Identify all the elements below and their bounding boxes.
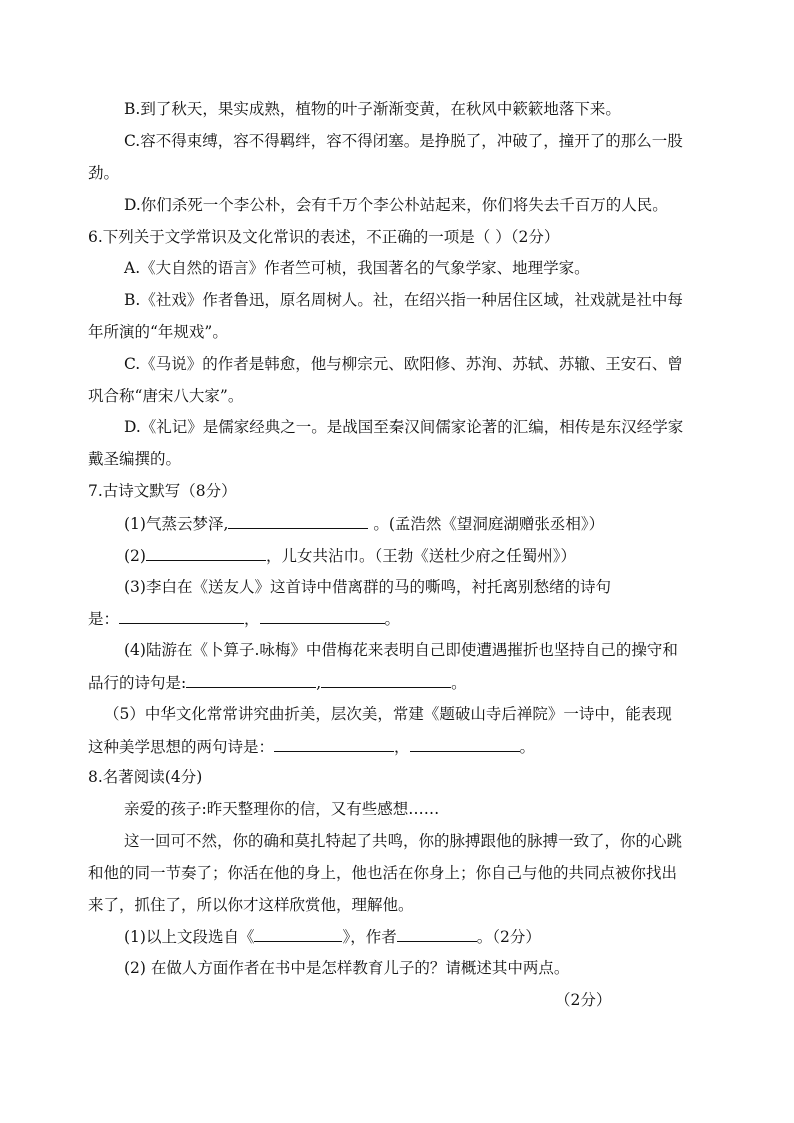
q7-sub2-blank[interactable] (146, 545, 266, 561)
q7-sub4-blank1[interactable] (186, 672, 316, 688)
q5-option-c-line1: C.容不得束缚，容不得羁绊，容不得闭塞。是挣脱了，冲破了，撞开了的那么一股 (124, 132, 683, 150)
q7-sub3-prefix: 是： (88, 610, 120, 628)
q7-sub3-line1: (3)李白在《送友人》这首诗中借离群的马的嘶鸣，衬托离别愁绪的诗句 (124, 578, 611, 596)
q7-sub2-source: ，儿女共沾巾。（王勃《送杜少府之任蜀州》） (265, 547, 576, 565)
q6-stem: 6.下列关于文学常识及文化常识的表述，不正确的一项是（ ）（2分） (88, 228, 560, 246)
q6-option-b-line1: B.《社戏》作者鲁迅，原名周树人。社，在绍兴指一种居住区域，社戏就是社中每 (124, 291, 683, 309)
q6-option-c-line2: 巩合称“唐宋八大家”。 (88, 387, 244, 405)
q8-passage-line3: 来了，抓住了，所以你才这样欣赏他，理解他。 (88, 896, 414, 914)
q7-sub5-end: 。 (519, 738, 536, 756)
q7-sub1-prompt: (1)气蒸云梦泽, (124, 515, 229, 533)
q7-sub3-end: 。 (384, 610, 401, 628)
q6-option-a: A.《大自然的语言》作者竺可桢，我国著名的气象学家、地理学家。 (124, 259, 590, 277)
q7-sub4-end: 。 (451, 674, 467, 692)
q8-sub1-author-label: 》，作者 (342, 928, 397, 946)
q8-sub2-score: （2分） (555, 991, 612, 1009)
q7-sub4-prefix: 品行的诗句是: (88, 674, 187, 692)
q7-sub4-line2 (88, 672, 467, 693)
q8-stem: 8.名著阅读(4分) (88, 768, 203, 786)
q7-sub3-blank2[interactable] (260, 608, 385, 624)
q8-sub2: (2) 在做人方面作者在书中是怎样教育儿子的？请概述其中两点。 (124, 959, 570, 977)
q7-sub3-line2 (88, 608, 400, 629)
q7-sub5-blank1[interactable] (274, 736, 394, 752)
q6-option-d-line1: D.《礼记》是儒家经典之一。是战国至秦汉间儒家论著的汇编，相传是东汉经学家 (124, 418, 684, 436)
q8-book-blank[interactable] (254, 926, 342, 942)
q8-passage-line2: 和他的同一节奏了；你活在他的身上，他也活在你身上；你自己与他的共同点被你找出 (88, 864, 678, 882)
q7-stem: 7.古诗文默写（8分） (88, 482, 237, 500)
q7-sub4-line1: (4)陆游在《卜算子.咏梅》中借梅花来表明自己即使遭遇摧折也坚持自己的操守和 (124, 641, 678, 659)
q7-sub4-blank2[interactable] (321, 672, 451, 688)
q7-sub2-prompt: (2) (124, 547, 146, 565)
q6-option-c-line1: C.《马说》的作者是韩愈，他与柳宗元、欧阳修、苏洵、苏轼、苏辙、王安石、曾 (124, 355, 683, 373)
q5-option-b: B.到了秋天，果实成熟，植物的叶子渐渐变黄，在秋风中簌簌地落下来。 (124, 100, 621, 118)
q8-sub1 (124, 926, 541, 947)
q7-sub5-line1: （5）中华文化常常讲究曲折美，层次美，常建《题破山寺后禅院》一诗中，能表现 (104, 705, 672, 723)
q8-author-blank[interactable] (397, 926, 477, 942)
q5-option-c-line2: 劲。 (88, 164, 120, 182)
q7-sub1 (124, 513, 604, 534)
q7-sub3-comma: ， (244, 610, 260, 628)
q7-sub5-comma: ， (394, 738, 410, 756)
q7-sub2 (124, 545, 576, 566)
q8-sub1-score: 。（2分） (476, 928, 541, 946)
q6-option-b-line2: 年所演的“年规戏”。 (88, 323, 228, 341)
q8-sub1-prompt: (1)以上文段选自《 (124, 928, 255, 946)
q7-sub5-prefix: 这种美学思想的两句诗是： (88, 738, 275, 756)
q8-passage-greeting: 亲爱的孩子:昨天整理你的信，又有些感想…… (124, 800, 440, 818)
q8-passage-line1: 这一回可不然，你的确和莫扎特起了共鸣，你的脉搏跟他的脉搏一致了，你的心跳 (124, 832, 683, 850)
q7-sub4-comma: , (316, 674, 322, 692)
q7-sub3-blank1[interactable] (119, 608, 244, 624)
q7-sub5-line2 (88, 736, 535, 757)
q7-sub1-source: 。(孟浩然《望洞庭湖赠张丞相》） (368, 515, 605, 533)
q7-sub5-blank2[interactable] (410, 736, 520, 752)
q5-option-d: D.你们杀死一个李公朴，会有千万个李公朴站起来，你们将失去千百万的人民。 (124, 196, 668, 214)
q6-option-d-line2: 戴圣编撰的。 (88, 450, 182, 468)
q7-sub1-blank[interactable] (228, 513, 368, 529)
